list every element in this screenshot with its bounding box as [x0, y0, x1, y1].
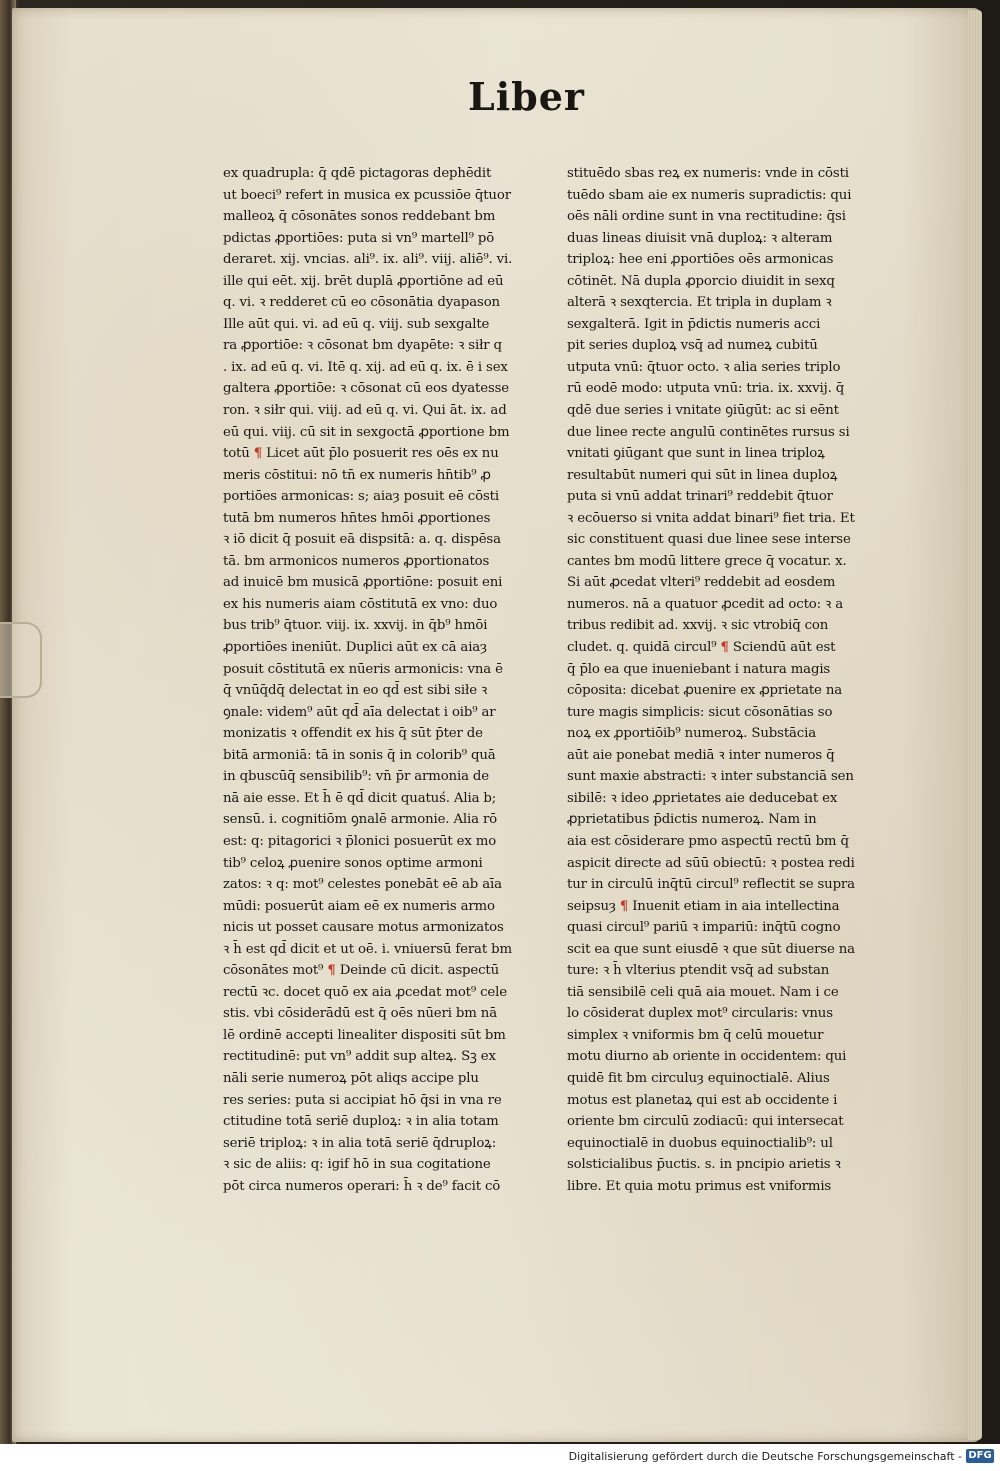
right-column-line: due linee recte angulū continētes rursus si — [567, 424, 850, 440]
right-column-line: libre. Et quia motu primus est vniformis — [567, 1178, 832, 1194]
left-column-line: tā. bm armonicos numeros ꝓportionatos — [223, 553, 490, 569]
left-column-line: ꝓportiōes ineniūt. Duplici aūt ex cā aiaȝ — [223, 640, 487, 656]
left-column-line: lē ordinē accepti linealiter dispositi sūt bm — [223, 1027, 506, 1043]
right-column-line: tur in circulū inq̄tū circul⁹ reflectit se supra — [567, 877, 855, 893]
text-column-right — [567, 163, 885, 1197]
left-column-line: tutā bm numeros hn̄tes hmōi ꝓportiones — [223, 510, 491, 526]
right-column-line: oriente bm circulū zodiacū: qui intersecat — [567, 1114, 844, 1130]
right-column-line: pit series duploꝝ vsq̄ ad numeꝝ cubitū — [567, 338, 818, 354]
left-column-line: in qbuscūq̄ sensibilib⁹: vn̄ p̄r armonia de — [223, 769, 490, 785]
left-column-line: ꝯnale: videm⁹ aūt qd̄ aīa delectat i oib⁹ ar — [223, 704, 496, 720]
left-column-line: Ille aūt qui. vi. ad eū q. viij. sub sexgalte — [223, 316, 490, 332]
rubric-pilcrow: ¶ — [720, 640, 729, 656]
right-column-line: duas lineas diuisit vnā duploꝝ: ꝛ alteram — [567, 230, 833, 246]
left-column-line: pdictas ꝓportiōes: puta si vn⁹ martell⁹ pō — [223, 230, 495, 246]
dfg-logo: DFG — [966, 1449, 994, 1463]
running-head: Liber — [468, 74, 585, 119]
right-column-line: motus est planetaꝝ qui est ab occidente i — [567, 1092, 838, 1108]
footer-bar — [0, 1444, 1000, 1471]
left-column-line: stis. vbi cōsiderādū est q̄ oēs nūeri bm nā — [223, 1006, 497, 1022]
right-column-line: resultabūt numeri qui sūt in linea duploꝝ — [567, 467, 838, 483]
left-column-line: ille qui eēt. xij. brēt duplā ꝓportiōne ad eū — [223, 273, 504, 289]
left-column-line: ad inuicē bm musicā ꝓportiōne: posuit eni — [223, 575, 503, 591]
left-column-line: portiōes armonicas: s; aiaȝ posuit eē cōsti — [223, 489, 499, 505]
right-column-line: tuēdo sbam aie ex numeris supradictis: qui — [567, 187, 852, 203]
left-column-line: nicis ut posset causare motus armonizatos — [223, 920, 504, 936]
right-column-line: scit ea que sunt eiusdē ꝛ que sūt diuerse na — [567, 941, 855, 957]
right-column-line: cōtinēt. Nā dupla ꝓporcio diuidit in sexq — [567, 273, 835, 289]
left-column-line: rectū ꝛc. docet quō ex aia ꝓcedat mot⁹ cele — [223, 984, 507, 1000]
left-column-line: nā aie esse. Et h̄ ē qd̄ dicit quatuś. Alia b; — [223, 790, 497, 806]
text-column-left — [223, 163, 541, 1197]
page-edges — [968, 10, 982, 1440]
right-column-line: aia est cōsiderare pmo aspectū rectū bm q̄ — [567, 833, 849, 849]
left-column-line: galtera ꝓportiōe: ꝛ cōsonat cū eos dyatesse — [223, 381, 510, 397]
right-column-line: ꝛ ecōuerso si vnita addat binari⁹ fiet tria. Et — [567, 510, 855, 526]
left-column-line: deraret. xij. vncias. ali⁹. ix. ali⁹. viij. aliē⁹. vi. — [223, 252, 513, 268]
left-column-line: zatos: ꝛ q: mot⁹ celestes ponebāt eē ab aīa — [223, 877, 502, 893]
left-column-line: nāli serie numeroꝝ pōt aliqs accipe plu — [223, 1070, 479, 1086]
right-column-line: sunt maxie abstracti: ꝛ inter substanciā sen — [567, 769, 854, 785]
right-column-line: cōposita: dicebat ꝓuenire ex ꝓprietate na — [567, 683, 843, 699]
right-column-line: puta si vnū addat trinari⁹ reddebit q̄tuor — [567, 489, 833, 505]
left-column-line: bus trib⁹ q̄tuor. viij. ix. xxvij. in q̄b⁹ hmōi — [223, 618, 488, 634]
left-column-line: res series: puta si accipiat hō q̄si in vna re — [223, 1092, 502, 1108]
left-column-line: ex his numeris aiam cōstitutā ex vno: duo — [223, 596, 498, 612]
right-column-line: lo cōsiderat duplex mot⁹ circularis: vnus — [567, 1006, 833, 1022]
right-column-line: ture: ꝛ h̄ vlterius ptendit vsq̄ ad substan — [567, 963, 830, 979]
right-column-line: qdē due series i vnitate ꝯiūgūt: ac si eēnt — [567, 403, 839, 419]
right-column-line: rū eodē modo: utputa vnū: tria. ix. xxvij. q̄ — [567, 381, 845, 397]
left-column-line: tib⁹ celoꝝ ꝓuenire sonos optime armoni — [223, 855, 483, 871]
left-column-line: ron. ꝛ siłr qui. viij. ad eū q. vi. Qui āt. ix. ad — [223, 403, 507, 419]
left-column-line: monizatis ꝛ offendit ex his q̄ sūt p̄ter de — [223, 726, 483, 742]
left-column-line: ra ꝓportiōe: ꝛ cōsonat bm dyapēte: ꝛ siłr q — [223, 338, 502, 354]
right-column-line: sibilē: ꝛ ideo ꝓprietates aie deducebat ex — [567, 790, 838, 806]
right-column-line: utputa vnū: q̄tuor octo. ꝛ alia series triplo — [567, 359, 841, 375]
right-column-line: numeros. nā a quatuor ꝓcedit ad octo: ꝛ a — [567, 596, 844, 612]
right-column-line: tiā sensibilē celi quā aia mouet. Nam i ce — [567, 984, 839, 1000]
left-column-line: bitā armoniā: tā in sonis q̄ in colorib⁹ quā — [223, 747, 496, 763]
right-column-line: tribus redibit ad. xxvij. ꝛ sic vtrobiq̄ con — [567, 618, 829, 634]
left-column-line: ctitudine totā seriē duploꝝ: ꝛ in alia totam — [223, 1114, 499, 1130]
left-column-line: . ix. ad eū q. vi. Itē q. xij. ad eū q. ix. ē i sex — [223, 359, 508, 375]
left-column-line: q. vi. ꝛ redderet cū eo cōsonātia dyapason — [223, 295, 500, 311]
right-column-line: cludet. q. quidā circul⁹ ¶ Sciendū aūt est — [567, 640, 836, 656]
left-column-line: ꝛ sic de aliis: q: igif hō in sua cogitatione — [223, 1157, 491, 1173]
right-column-line: triploꝝ: hee eni ꝓportiōes oēs armonicas — [567, 252, 834, 268]
right-column-line: motu diurno ab oriente in occidentem: qui — [567, 1049, 847, 1065]
left-column-line: seriē triploꝝ: ꝛ in alia totā seriē q̄druploꝝ: — [223, 1135, 497, 1151]
right-column-line: quasi circul⁹ pariū ꝛ impariū: inq̄tū cogno — [567, 920, 841, 936]
left-column-line: pōt circa numeros operari: h̄ ꝛ de⁹ facit cō — [223, 1178, 501, 1194]
right-column-line: ꝓprietatibus p̄dictis numeroꝝ. Nam in — [567, 812, 817, 828]
right-column-line: aūt aie ponebat mediā ꝛ inter numeros q̄ — [567, 747, 835, 763]
right-column-line: q̄ p̄lo ea que inueniebant i natura magis — [567, 661, 831, 677]
left-column-line: eū qui. viij. cū sit in sexgoctā ꝓportione bm — [223, 424, 510, 440]
left-column-line: ꝛ h̄ est qd̄ dicit et ut oē. i. vniuersū ferat bm — [223, 941, 512, 957]
left-column-line: ꝛ iō dicit q̄ posuit eā dispsitā: a. q. dispēsa — [223, 532, 501, 548]
right-column-line: noꝝ ex ꝓportiōib⁹ numeroꝝ. Substācia — [567, 726, 816, 742]
right-column-line: vnitati ꝯiūgant que sunt in linea triploꝝ — [567, 446, 825, 462]
right-column-line: sexgalterā. Igit in p̄dictis numeris acci — [567, 316, 821, 332]
right-column-line: equinoctialē in duobus equinoctialib⁹: ul — [567, 1135, 833, 1151]
right-column-line: solsticialibus p̄uctis. s. in pncipio arietis ꝛ — [567, 1157, 841, 1173]
right-column-line: oēs nāli ordine sunt in vna rectitudine: q̄si — [567, 209, 846, 225]
left-column-line: posuit cōstitutā ex nūeris armonicis: vna ē — [223, 661, 503, 677]
right-column-line: aspicit directe ad sūū obiectū: ꝛ postea redi — [567, 855, 855, 871]
rubric-pilcrow: ¶ — [253, 446, 263, 462]
left-column-line: totū ¶ Licet aūt p̄lo posuerit res oēs ex nu — [223, 446, 499, 462]
left-column-line: meris cōstitui: nō tn̄ ex numeris hn̄tib⁹ ꝓ — [223, 467, 491, 483]
right-column-line: seipsuȝ ¶ Inuenit etiam in aia intellectina — [567, 898, 840, 914]
left-column-line: est: q: pitagorici ꝛ p̄lonici posuerūt ex mo — [223, 833, 497, 849]
left-column-line: sensū. i. cognitiōm ꝯnalē armonie. Alia rō — [223, 812, 498, 828]
right-column-line: simplex ꝛ vniformis bm q̄ celū mouetur — [567, 1027, 824, 1043]
rubric-pilcrow: ¶ — [327, 963, 336, 979]
right-column-line: sic constituent quasi due linee sese interse — [567, 532, 851, 548]
left-column-line: cōsonātes mot⁹ ¶ Deinde cū dicit. aspectū — [223, 963, 500, 979]
right-column-line: ture magis simplicis: sicut cōsonātias so — [567, 704, 833, 720]
left-column-line: ex quadrupla: q̄ qdē pictagoras dephēdit — [223, 166, 492, 181]
left-column-line: rectitudinē: put vn⁹ addit sup alteꝝ. Sꝫ ex — [223, 1049, 496, 1065]
left-column-line: malleoꝝ q̄ cōsonātes sonos reddebant bm — [223, 209, 496, 225]
left-column-line: mūdi: posuerūt aiam eē ex numeris armo — [223, 898, 495, 914]
left-column-line: q̄ vnūq̄dq̄ delectat in eo qd̄ est sibi siłe ꝛ — [223, 683, 488, 699]
right-column-line: alterā ꝛ sexqtercia. Et tripla in duplam ꝛ — [567, 295, 832, 311]
right-column-line: quidē fit bm circuluȝ equinoctialē. Alius — [567, 1070, 830, 1086]
rubric-pilcrow: ¶ — [619, 898, 629, 914]
right-column-line: Si aūt ꝓcedat vlteri⁹ reddebit ad eosdem — [567, 575, 836, 591]
left-column-line: ut boeci⁹ refert in musica ex pcussiōe q̄tuor — [223, 187, 511, 203]
right-column-line: stituēdo sbas reꝝ ex numeris: vnde in cōsti — [567, 166, 849, 181]
footer-credit: Digitalisierung gefördert durch die Deutsche Forschungsgemeinschaft - — [568, 1450, 962, 1463]
page-clip — [0, 622, 42, 698]
right-column-line: cantes bm modū littere grece q̄ vocatur. x. — [567, 553, 847, 569]
